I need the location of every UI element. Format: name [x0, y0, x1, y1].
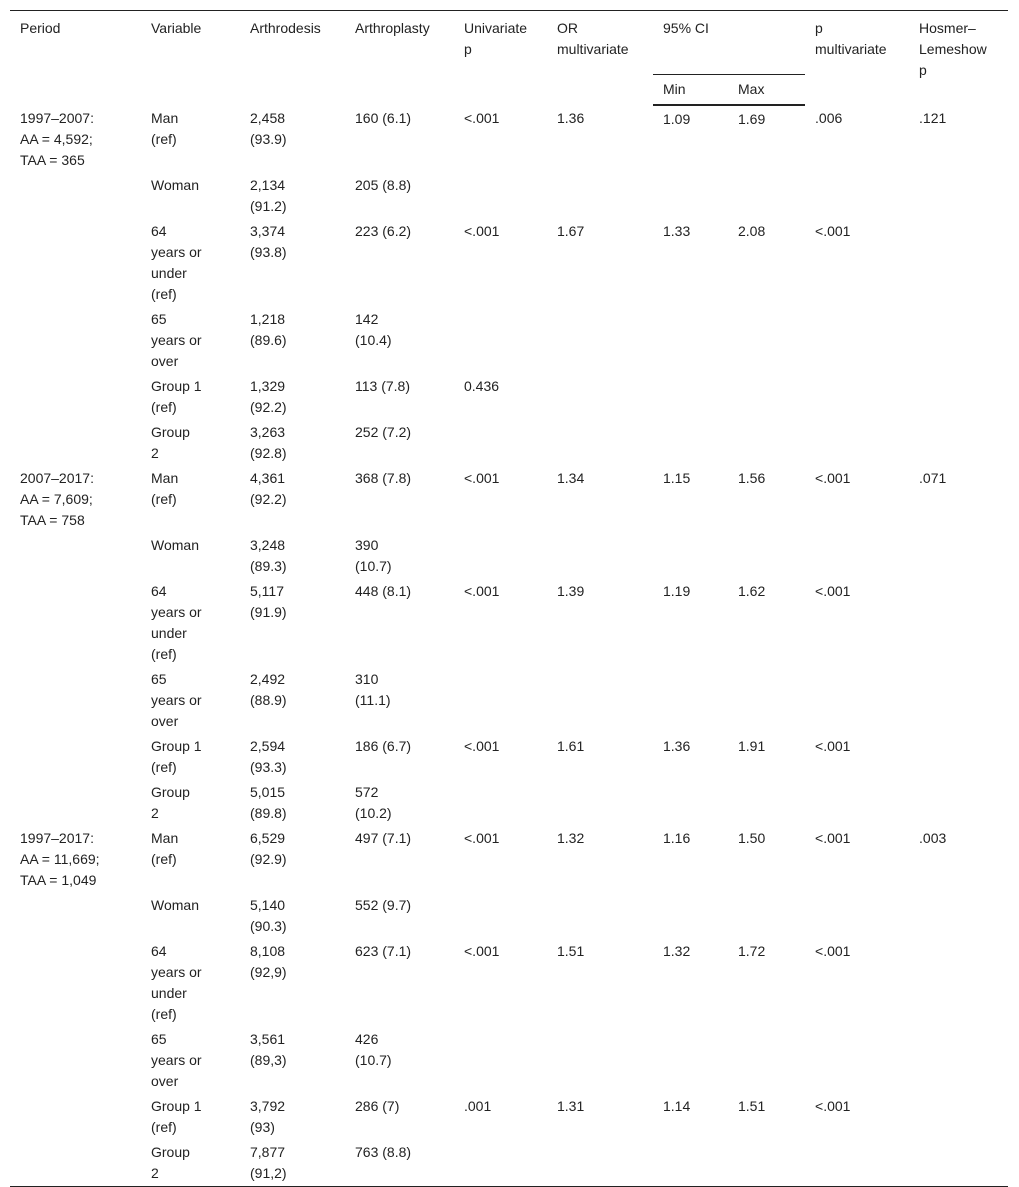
cell-ci-min	[653, 173, 728, 219]
cell-hosmer-lemeshow-p: .071	[919, 470, 947, 486]
cell-p-multivariate: <.001	[815, 738, 851, 754]
cell-p-multivariate	[805, 667, 909, 734]
cell-arthrodesis: 1,218 (89.6)	[250, 311, 287, 348]
cell-variable: Group 1 (ref)	[151, 1098, 202, 1135]
cell-or-multivariate	[547, 533, 653, 579]
cell-ci-min: 1.14	[663, 1098, 691, 1114]
cell-p-multivariate	[805, 780, 909, 826]
cell-univariate-p: <.001	[464, 738, 500, 754]
cell-hosmer-lemeshow-p	[909, 579, 1008, 667]
cell-univariate-p: <.001	[464, 223, 500, 239]
cell-period	[10, 307, 141, 374]
cell-ci-min	[653, 893, 728, 939]
table-row	[10, 780, 1008, 826]
cell-univariate-p	[454, 1027, 547, 1094]
cell-hosmer-lemeshow-p	[909, 667, 1008, 734]
cell-ci-max: 1.72	[738, 943, 766, 959]
cell-ci-max	[728, 533, 805, 579]
cell-hosmer-lemeshow-p: .121	[919, 110, 947, 126]
cell-univariate-p: <.001	[464, 110, 500, 126]
table-row	[10, 667, 1008, 734]
cell-hosmer-lemeshow-p	[909, 893, 1008, 939]
cell-arthroplasty: 497 (7.1)	[355, 830, 412, 846]
cell-ci-max	[728, 173, 805, 219]
cell-ci-min: 1.16	[663, 830, 691, 846]
cell-hosmer-lemeshow-p	[909, 1094, 1008, 1140]
cell-period: 1997–2017: AA = 11,669; TAA = 1,049	[20, 830, 100, 888]
cell-arthroplasty: 623 (7.1)	[355, 943, 412, 959]
cell-or-multivariate: 1.36	[557, 110, 585, 126]
cell-arthrodesis: 5,015 (89.8)	[250, 784, 287, 821]
results-table-container	[10, 10, 1008, 1187]
header-arthrodesis: Arthrodesis	[250, 20, 321, 36]
cell-arthroplasty: 252 (7.2)	[355, 424, 412, 440]
cell-arthrodesis: 3,792 (93)	[250, 1098, 286, 1135]
header-univariate-p: Univariate p	[464, 20, 528, 57]
cell-arthrodesis: 3,374 (93.8)	[250, 223, 287, 260]
cell-ci-max: 1.69	[738, 111, 766, 127]
cell-ci-min	[653, 374, 728, 420]
cell-period	[10, 374, 141, 420]
cell-or-multivariate: 1.32	[557, 830, 585, 846]
cell-ci-max: 1.51	[738, 1098, 766, 1114]
cell-or-multivariate: 1.34	[557, 470, 585, 486]
table-row	[10, 219, 1008, 307]
cell-p-multivariate	[805, 893, 909, 939]
cell-ci-min	[653, 1027, 728, 1094]
cell-ci-min	[653, 1140, 728, 1187]
cell-arthrodesis: 2,458 (93.9)	[250, 110, 287, 147]
cell-period	[10, 734, 141, 780]
header-variable: Variable	[151, 20, 202, 36]
header-p-multivariate: p multivariate	[815, 20, 887, 57]
header-ci-max: Max	[728, 74, 805, 105]
table-row	[10, 533, 1008, 579]
cell-period	[10, 1094, 141, 1140]
cell-arthroplasty: 763 (8.8)	[355, 1144, 412, 1160]
cell-arthroplasty: 368 (7.8)	[355, 470, 412, 486]
cell-variable: Woman	[151, 537, 199, 553]
cell-arthroplasty: 113 (7.8)	[355, 378, 410, 394]
table-row	[10, 1094, 1008, 1140]
cell-period	[10, 893, 141, 939]
cell-univariate-p: <.001	[464, 470, 500, 486]
cell-ci-max	[728, 1140, 805, 1187]
header-ci-min: Min	[653, 74, 728, 105]
cell-ci-max: 1.56	[738, 470, 766, 486]
table-row	[10, 1027, 1008, 1094]
cell-period	[10, 1140, 141, 1187]
cell-hosmer-lemeshow-p	[909, 780, 1008, 826]
table-row	[10, 826, 1008, 893]
cell-hosmer-lemeshow-p	[909, 374, 1008, 420]
cell-arthrodesis: 8,108 (92,9)	[250, 943, 287, 980]
cell-variable: 65 years or over	[151, 1031, 202, 1089]
cell-ci-max	[728, 420, 805, 466]
table-row	[10, 420, 1008, 466]
cell-hosmer-lemeshow-p	[909, 1140, 1008, 1187]
cell-or-multivariate	[547, 1027, 653, 1094]
cell-arthroplasty: 186 (6.7)	[355, 738, 412, 754]
cell-ci-max	[728, 307, 805, 374]
cell-variable: Group 1 (ref)	[151, 738, 202, 775]
cell-hosmer-lemeshow-p	[909, 939, 1008, 1027]
cell-ci-max: 1.62	[738, 583, 766, 599]
cell-period	[10, 173, 141, 219]
cell-univariate-p	[454, 533, 547, 579]
cell-univariate-p: <.001	[464, 830, 500, 846]
header-hosmer-lemeshow: Hosmer– Lemeshow p	[919, 20, 987, 78]
cell-variable: Group 1 (ref)	[151, 378, 202, 415]
table-row	[10, 105, 1008, 173]
cell-p-multivariate	[805, 533, 909, 579]
cell-or-multivariate: 1.61	[557, 738, 585, 754]
cell-p-multivariate	[805, 420, 909, 466]
cell-variable: Man (ref)	[151, 110, 179, 147]
cell-arthrodesis: 6,529 (92.9)	[250, 830, 287, 867]
cell-arthrodesis: 4,361 (92.2)	[250, 470, 287, 507]
cell-ci-max	[728, 893, 805, 939]
cell-hosmer-lemeshow-p	[909, 173, 1008, 219]
cell-period	[10, 780, 141, 826]
cell-ci-min: 1.32	[663, 943, 691, 959]
header-period: Period	[20, 20, 61, 36]
cell-arthrodesis: 2,134 (91.2)	[250, 177, 287, 214]
cell-p-multivariate: <.001	[815, 830, 851, 846]
cell-univariate-p	[454, 667, 547, 734]
header-arthroplasty: Arthroplasty	[355, 20, 430, 36]
cell-p-multivariate: <.001	[815, 1098, 851, 1114]
cell-ci-max	[728, 780, 805, 826]
table-body	[10, 105, 1008, 1187]
cell-variable: 64 years or under (ref)	[151, 583, 202, 662]
cell-arthrodesis: 7,877 (91,2)	[250, 1144, 287, 1181]
cell-arthroplasty: 448 (8.1)	[355, 583, 412, 599]
cell-ci-min	[653, 667, 728, 734]
cell-ci-min: 1.15	[663, 470, 691, 486]
cell-arthrodesis: 3,561 (89,3)	[250, 1031, 287, 1068]
cell-univariate-p	[454, 173, 547, 219]
cell-variable: Group 2	[151, 784, 190, 821]
cell-or-multivariate	[547, 307, 653, 374]
cell-univariate-p	[454, 307, 547, 374]
cell-or-multivariate	[547, 667, 653, 734]
table-row	[10, 1140, 1008, 1187]
cell-period	[10, 579, 141, 667]
cell-or-multivariate: 1.31	[557, 1098, 585, 1114]
table-row	[10, 374, 1008, 420]
cell-variable: Woman	[151, 897, 199, 913]
cell-p-multivariate: <.001	[815, 223, 851, 239]
cell-hosmer-lemeshow-p: .003	[919, 830, 947, 846]
cell-ci-max	[728, 374, 805, 420]
cell-hosmer-lemeshow-p	[909, 533, 1008, 579]
cell-period	[10, 667, 141, 734]
cell-arthroplasty: 142 (10.4)	[355, 311, 392, 348]
cell-or-multivariate	[547, 893, 653, 939]
cell-arthrodesis: 5,140 (90.3)	[250, 897, 287, 934]
cell-p-multivariate	[805, 374, 909, 420]
cell-period	[10, 533, 141, 579]
cell-period: 1997–2007: AA = 4,592; TAA = 365	[20, 110, 94, 168]
cell-variable: 64 years or under (ref)	[151, 223, 202, 302]
cell-p-multivariate	[805, 173, 909, 219]
cell-arthrodesis: 2,492 (88.9)	[250, 671, 287, 708]
cell-p-multivariate	[805, 1027, 909, 1094]
header-95-ci: 95% CI	[653, 11, 805, 75]
cell-arthroplasty: 160 (6.1)	[355, 110, 412, 126]
cell-arthroplasty: 310 (11.1)	[355, 671, 391, 708]
cell-univariate-p	[454, 893, 547, 939]
cell-or-multivariate	[547, 374, 653, 420]
cell-ci-min: 1.36	[663, 738, 691, 754]
results-table	[10, 10, 1008, 1187]
cell-ci-max: 2.08	[738, 223, 766, 239]
cell-variable: Group 2	[151, 424, 190, 461]
cell-ci-max: 1.91	[738, 738, 766, 754]
cell-arthrodesis: 3,263 (92.8)	[250, 424, 287, 461]
cell-variable: Group 2	[151, 1144, 190, 1181]
cell-ci-min	[653, 533, 728, 579]
table-row	[10, 173, 1008, 219]
cell-univariate-p: <.001	[464, 943, 500, 959]
cell-arthrodesis: 2,594 (93.3)	[250, 738, 287, 775]
cell-arthroplasty: 390 (10.7)	[355, 537, 392, 574]
cell-p-multivariate: <.001	[815, 470, 851, 486]
header-or-multivariate: OR multivariate	[557, 20, 629, 57]
cell-ci-min: 1.09	[663, 111, 691, 127]
table-row	[10, 466, 1008, 533]
cell-hosmer-lemeshow-p	[909, 420, 1008, 466]
cell-or-multivariate	[547, 420, 653, 466]
cell-period	[10, 1027, 141, 1094]
cell-arthrodesis: 5,117 (91.9)	[250, 583, 287, 620]
cell-hosmer-lemeshow-p	[909, 1027, 1008, 1094]
cell-ci-min: 1.19	[663, 583, 691, 599]
cell-ci-max	[728, 1027, 805, 1094]
cell-p-multivariate: .006	[815, 110, 843, 126]
cell-period: 2007–2017: AA = 7,609; TAA = 758	[20, 470, 94, 528]
cell-period	[10, 219, 141, 307]
cell-univariate-p	[454, 780, 547, 826]
cell-or-multivariate	[547, 1140, 653, 1187]
cell-or-multivariate: 1.67	[557, 223, 585, 239]
cell-hosmer-lemeshow-p	[909, 734, 1008, 780]
cell-or-multivariate: 1.39	[557, 583, 585, 599]
cell-variable: Woman	[151, 177, 199, 193]
cell-ci-max: 1.50	[738, 830, 766, 846]
cell-arthroplasty: 572 (10.2)	[355, 784, 392, 821]
cell-ci-min	[653, 420, 728, 466]
cell-variable: 64 years or under (ref)	[151, 943, 202, 1022]
cell-p-multivariate: <.001	[815, 943, 851, 959]
cell-variable: 65 years or over	[151, 311, 202, 369]
cell-hosmer-lemeshow-p	[909, 219, 1008, 307]
cell-arthrodesis: 3,248 (89.3)	[250, 537, 287, 574]
cell-variable: Man (ref)	[151, 830, 179, 867]
cell-period	[10, 420, 141, 466]
cell-ci-min	[653, 780, 728, 826]
cell-univariate-p	[454, 1140, 547, 1187]
cell-variable: 65 years or over	[151, 671, 202, 729]
cell-p-multivariate	[805, 307, 909, 374]
cell-variable: Man (ref)	[151, 470, 179, 507]
cell-arthroplasty: 552 (9.7)	[355, 897, 412, 913]
cell-or-multivariate	[547, 173, 653, 219]
cell-univariate-p	[454, 420, 547, 466]
cell-ci-min	[653, 307, 728, 374]
cell-arthroplasty: 205 (8.8)	[355, 177, 412, 193]
cell-p-multivariate: <.001	[815, 583, 851, 599]
cell-hosmer-lemeshow-p	[909, 307, 1008, 374]
cell-or-multivariate: 1.51	[557, 943, 585, 959]
cell-ci-min: 1.33	[663, 223, 691, 239]
cell-univariate-p: .001	[464, 1098, 492, 1114]
cell-p-multivariate	[805, 1140, 909, 1187]
cell-arthrodesis: 1,329 (92.2)	[250, 378, 287, 415]
cell-univariate-p: <.001	[464, 583, 500, 599]
cell-arthroplasty: 286 (7)	[355, 1098, 400, 1114]
cell-ci-max	[728, 667, 805, 734]
table-row	[10, 579, 1008, 667]
cell-period	[10, 939, 141, 1027]
cell-arthroplasty: 426 (10.7)	[355, 1031, 392, 1068]
table-header	[10, 11, 1008, 106]
table-row	[10, 939, 1008, 1027]
table-row	[10, 307, 1008, 374]
cell-univariate-p: 0.436	[464, 378, 500, 394]
table-row	[10, 893, 1008, 939]
cell-arthroplasty: 223 (6.2)	[355, 223, 412, 239]
table-row	[10, 734, 1008, 780]
cell-or-multivariate	[547, 780, 653, 826]
